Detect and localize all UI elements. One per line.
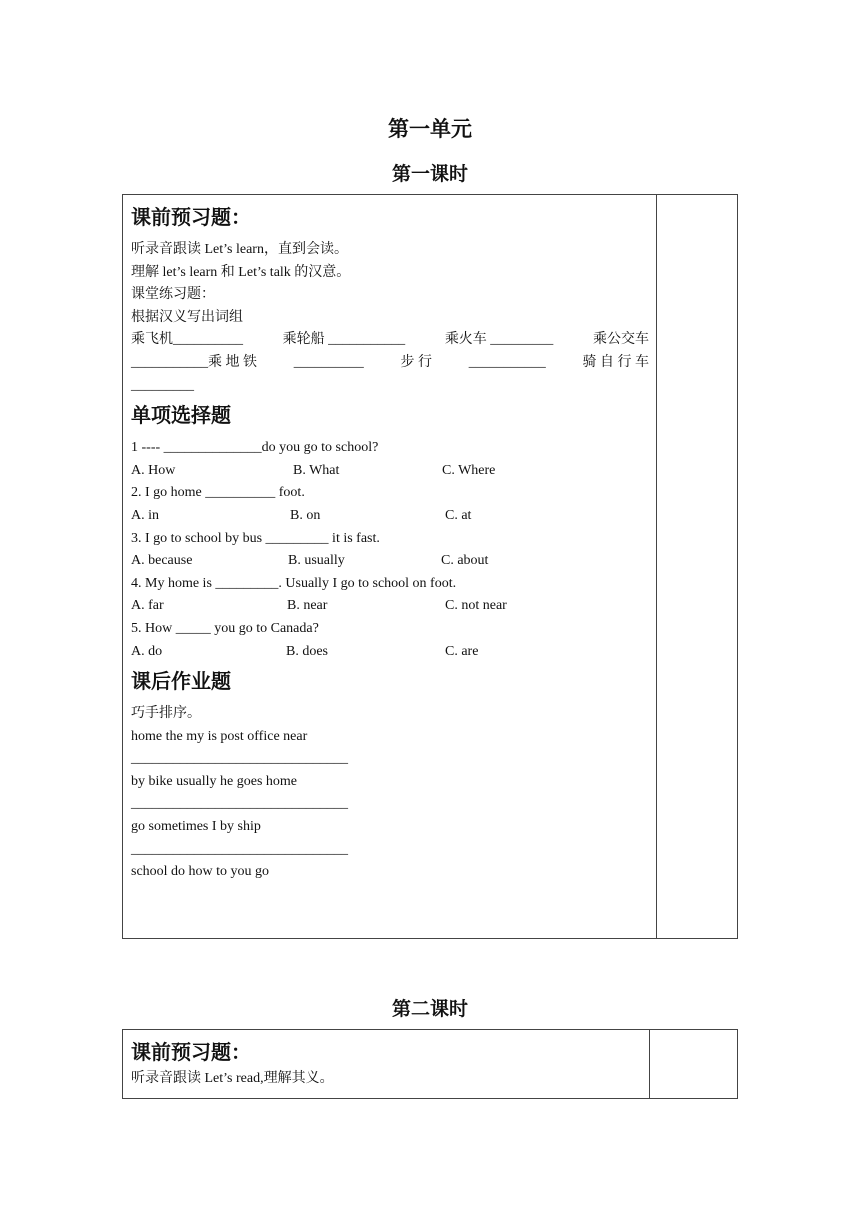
option-b: B. usually [288,553,345,569]
option-c: C. are [445,643,479,659]
option-c: C. not near [445,598,507,614]
preview-heading: 课前预习题： [131,205,251,229]
answer-blank: _______________________________ [131,751,348,767]
sort-words: home the my is post office near [131,728,308,744]
options-row [131,505,649,528]
option-a: A. far [131,598,164,614]
phrase-item: 乘轮船 ___________ [282,332,406,348]
options-row [131,641,649,664]
option-b: B. on [290,507,321,523]
lesson2-side-cell [650,1030,738,1099]
lesson1-table [122,194,738,939]
option-b: B. What [293,462,340,478]
phrase-item: __________ [293,354,364,370]
option-a: A. do [131,643,163,659]
lesson2-table [122,1029,738,1099]
phrase-item: 步 行 [400,354,432,370]
options-row [131,460,649,483]
answer-blank: _______________________________ [131,796,348,812]
phrase-blank: _________ [131,377,194,393]
options-row [131,550,649,573]
classwork-label: 课堂练习题： [131,287,215,303]
phrase-item: 乘飞机__________ [131,332,243,348]
phrase-item: 骑 自 行 车 [582,354,649,370]
preview-heading: 课前预习题： [131,1040,251,1064]
unit-title: 第一单元 [388,117,472,141]
lesson1-content-cell [123,195,657,939]
option-a: A. in [131,507,159,523]
phrase-item: ___________乘 地 铁 [131,354,257,370]
preview-line: 理解 let’s learn 和 Let’s talk 的汉意。 [131,264,351,280]
option-c: C. Where [442,462,496,478]
question-text: 3. I go to school by bus _________ it is fast. [131,530,380,546]
preview-line: 听录音跟读 Let’s learn，直到会读。 [131,242,348,257]
option-c: C. about [441,553,489,569]
phrase-row [131,352,649,375]
lesson2-content-cell [123,1030,650,1099]
lesson1-title: 第一课时 [391,163,468,185]
option-c: C. at [445,507,472,523]
phrase-item: 乘公交车 [592,332,649,348]
homework-instruction: 巧手排序。 [131,706,201,722]
question-text: 1 ---- ______________do you go to school? [131,440,379,456]
choice-heading: 单项选择题 [131,403,231,428]
sort-words: by bike usually he goes home [131,773,298,789]
lesson1-side-cell [657,195,738,939]
answer-blank: _______________________________ [131,841,348,857]
question-text: 5. How _____ you go to Canada? [131,620,319,636]
phrase-instruction: 根据汉义写出词组 [131,309,243,325]
lesson2-title: 第二课时 [391,998,468,1020]
option-a: A. How [131,462,176,478]
phrase-item: ___________ [468,354,546,370]
homework-heading: 课后作业题 [131,669,231,694]
options-row [131,595,649,618]
option-b: B. near [287,598,328,614]
question-text: 2. I go home __________ foot. [131,485,305,501]
preview-line: 听录音跟读 Let’s read,理解其义。 [131,1071,334,1086]
option-b: B. does [286,643,328,659]
sort-words: go sometimes I by ship [131,819,261,835]
question-text: 4. My home is _________. Usually I go to school on foot. [131,575,457,591]
sort-words: school do how to you go [131,864,270,880]
option-a: A. because [131,553,193,569]
phrase-row [131,329,649,352]
phrase-item: 乘火车 _________ [444,332,554,348]
